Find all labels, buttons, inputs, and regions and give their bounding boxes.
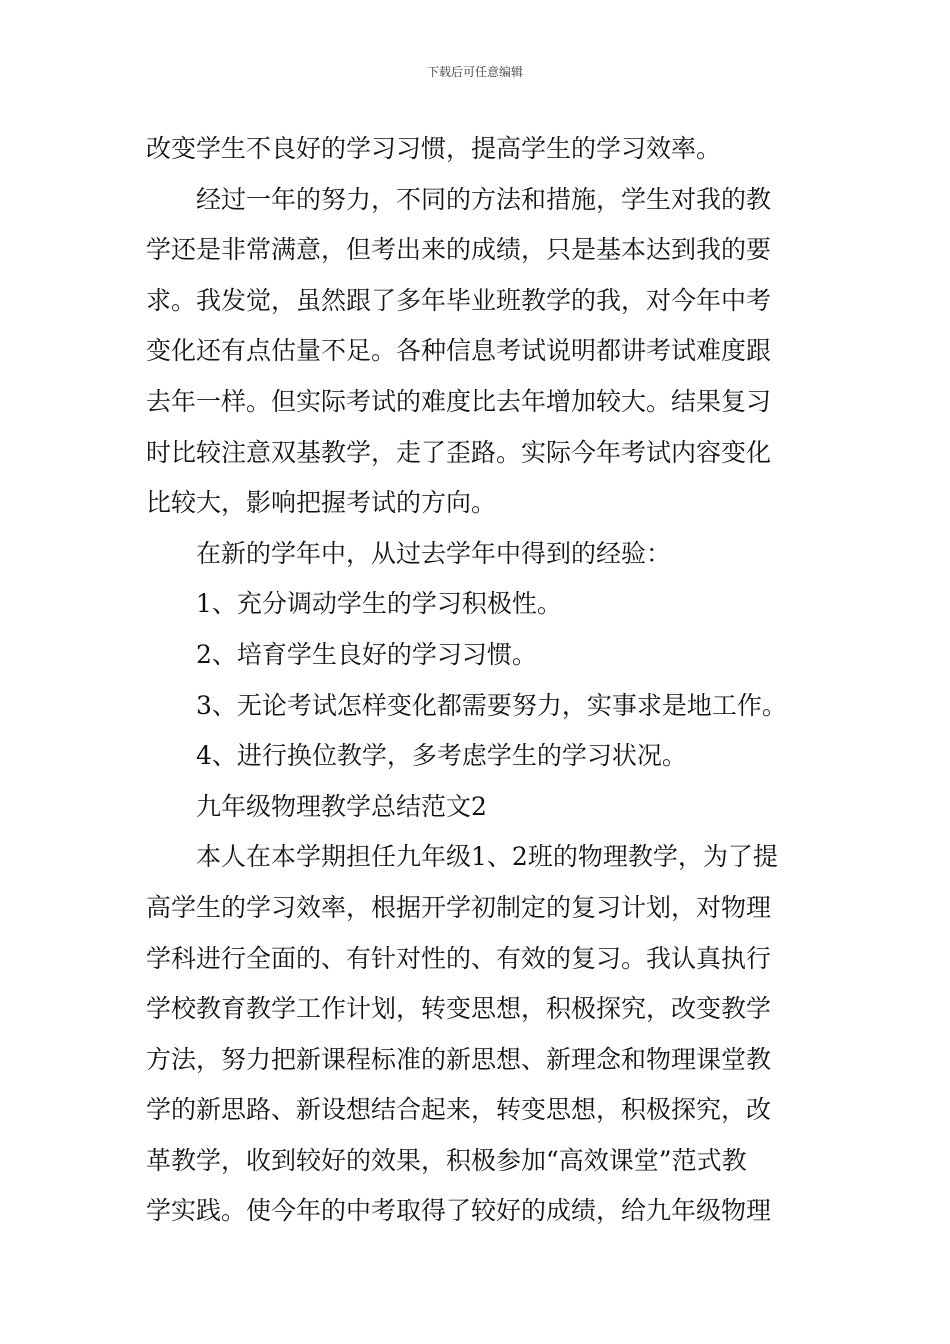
page-header: 下载后可任意编辑 [426, 65, 523, 79]
text-line: 学还是非常满意，但考出来的成绩，只是基本达到我的要 [146, 235, 772, 265]
text-line: 求。我发觉，虽然跟了多年毕业班教学的我，对今年中考 [146, 285, 772, 315]
text-line: 九年级物理教学总结范文2 [196, 791, 487, 821]
text-line: 经过一年的努力，不同的方法和措施，学生对我的教 [196, 184, 772, 214]
text-line: 4、进行换位教学，多考虑学生的学习状况。 [196, 741, 687, 771]
text-line: 去年一样。但实际考试的难度比去年增加较大。结果复习 [146, 386, 772, 416]
text-line: 学实践。使今年的中考取得了较好的成绩，给九年级物理 [146, 1196, 772, 1226]
text-line: 学科进行全面的、有针对性的、有效的复习。我认真执行 [146, 943, 772, 973]
text-line: 比较大，影响把握考试的方向。 [146, 488, 497, 518]
text-line: 在新的学年中，从过去学年中得到的经验： [196, 538, 672, 568]
text-line: 3、无论考试怎样变化都需要努力，实事求是地工作。 [196, 690, 787, 720]
text-line: 1、充分调动学生的学习积极性。 [196, 589, 562, 619]
text-line: 学的新思路、新设想结合起来，转变思想，积极探究，改 [146, 1095, 772, 1125]
text-line: 学校教育教学工作计划，转变思想，积极探究，改变教学 [146, 994, 772, 1024]
text-line: 改变学生不良好的学习习惯，提高学生的学习效率。 [146, 134, 722, 163]
text-line: 革教学，收到较好的效果，积极参加“高效课堂”范式教 [146, 1145, 747, 1175]
text-line: 方法，努力把新课程标准的新思想、新理念和物理课堂教 [146, 1044, 772, 1074]
text-line: 2、培育学生良好的学习习惯。 [196, 639, 537, 669]
text-line: 本人在本学期担任九年级1、2班的物理教学，为了提 [196, 842, 778, 872]
document-body [146, 124, 806, 1237]
text-line: 时比较注意双基教学，走了歪路。实际今年考试内容变化 [146, 437, 772, 467]
text-line: 变化还有点估量不足。各种信息考试说明都讲考试难度跟 [146, 336, 772, 366]
text-line: 高学生的学习效率，根据开学初制定的复习计划，对物理 [146, 892, 772, 922]
